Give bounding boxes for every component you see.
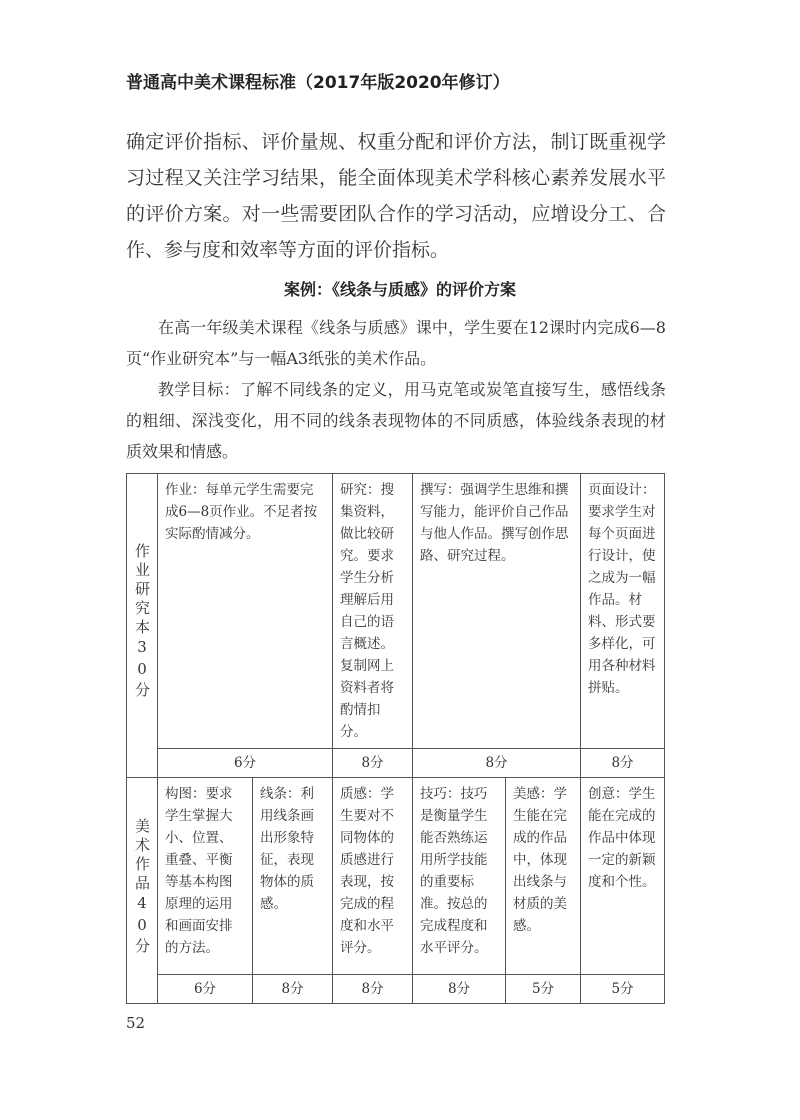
criterion-cell: 作业：每单元学生需要完成6—8页作业。不足者按实际酌情减分。 <box>158 474 333 749</box>
criterion-cell: 研究：搜集资料，做比较研究。要求学生分析理解后用自己的语言概述。复制网上资料者将酌情扣分。 <box>333 474 413 749</box>
evaluation-rubric-table <box>126 473 665 1004</box>
intro-paragraph: 确定评价指标、评价量规、权重分配和评价方法，制订既重视学习过程又关注学习结果，能全面体现美术学科核心素养发展水平的评价方案。对一些需要团队合作的学习活动，应增设分工、合作、参与度和效率等方面的评价指标。 <box>126 131 666 261</box>
score-cell: 6分 <box>158 975 253 1004</box>
score-cell: 8分 <box>333 749 413 778</box>
running-header: 普通高中美术课程标准（2017年版2020年修订） <box>126 73 510 93</box>
score-cell: 8分 <box>413 975 506 1004</box>
criterion-cell: 页面设计：要求学生对每个页面进行设计，使之成为一幅作品。材料、形式要多样化，可用各种材料拼贴。 <box>581 474 665 749</box>
case-title: 案例：《线条与质感》的评价方案 <box>283 280 516 299</box>
score-cell: 5分 <box>506 975 581 1004</box>
criterion-cell: 线条：利用线条画出形象特征，表现物体的质感。 <box>253 778 333 975</box>
score-cell: 5分 <box>581 975 665 1004</box>
score-cell: 6分 <box>158 749 333 778</box>
section-label-artwork: 美术作品40分 <box>127 778 158 1004</box>
section-label-homework: 作业研究本30分 <box>127 474 158 778</box>
criterion-cell: 技巧：技巧是衡量学生能否熟练运用所学技能的重要标准。按总的完成程度和水平评分。 <box>413 778 506 975</box>
table-row <box>127 474 665 749</box>
page-number: 52 <box>126 1014 146 1032</box>
score-cell: 8分 <box>333 975 413 1004</box>
criterion-cell: 美感：学生能在完成的作品中，体现出线条与材质的美感。 <box>506 778 581 975</box>
criterion-cell: 质感：学生要对不同物体的质感进行表现，按完成的程度和水平评分。 <box>333 778 413 975</box>
criterion-cell: 撰写：强调学生思维和撰写能力，能评价自己作品与他人作品。撰写创作思路、研究过程。 <box>413 474 581 749</box>
score-cell: 8分 <box>581 749 665 778</box>
score-cell: 8分 <box>253 975 333 1004</box>
criterion-cell: 构图：要求学生掌握大小、位置、重叠、平衡等基本构图原理的运用和画面安排的方法。 <box>158 778 253 975</box>
case-paragraph-2: 教学目标：了解不同线条的定义，用马克笔或炭笔直接写生，感悟线条的粗细、深浅变化，用不同的线条表现物体的不同质感，体验线条表现的材质效果和情感。 <box>126 380 666 461</box>
table-row <box>127 975 665 1004</box>
table-row <box>127 778 665 975</box>
case-paragraph-1: 在高一年级美术课程《线条与质感》课中，学生要在12课时内完成6—8页“作业研究本”与一幅A3纸张的美术作品。 <box>126 318 666 368</box>
criterion-cell: 创意：学生能在完成的作品中体现一定的新颖度和个性。 <box>581 778 665 975</box>
score-cell: 8分 <box>413 749 581 778</box>
table-row <box>127 749 665 778</box>
